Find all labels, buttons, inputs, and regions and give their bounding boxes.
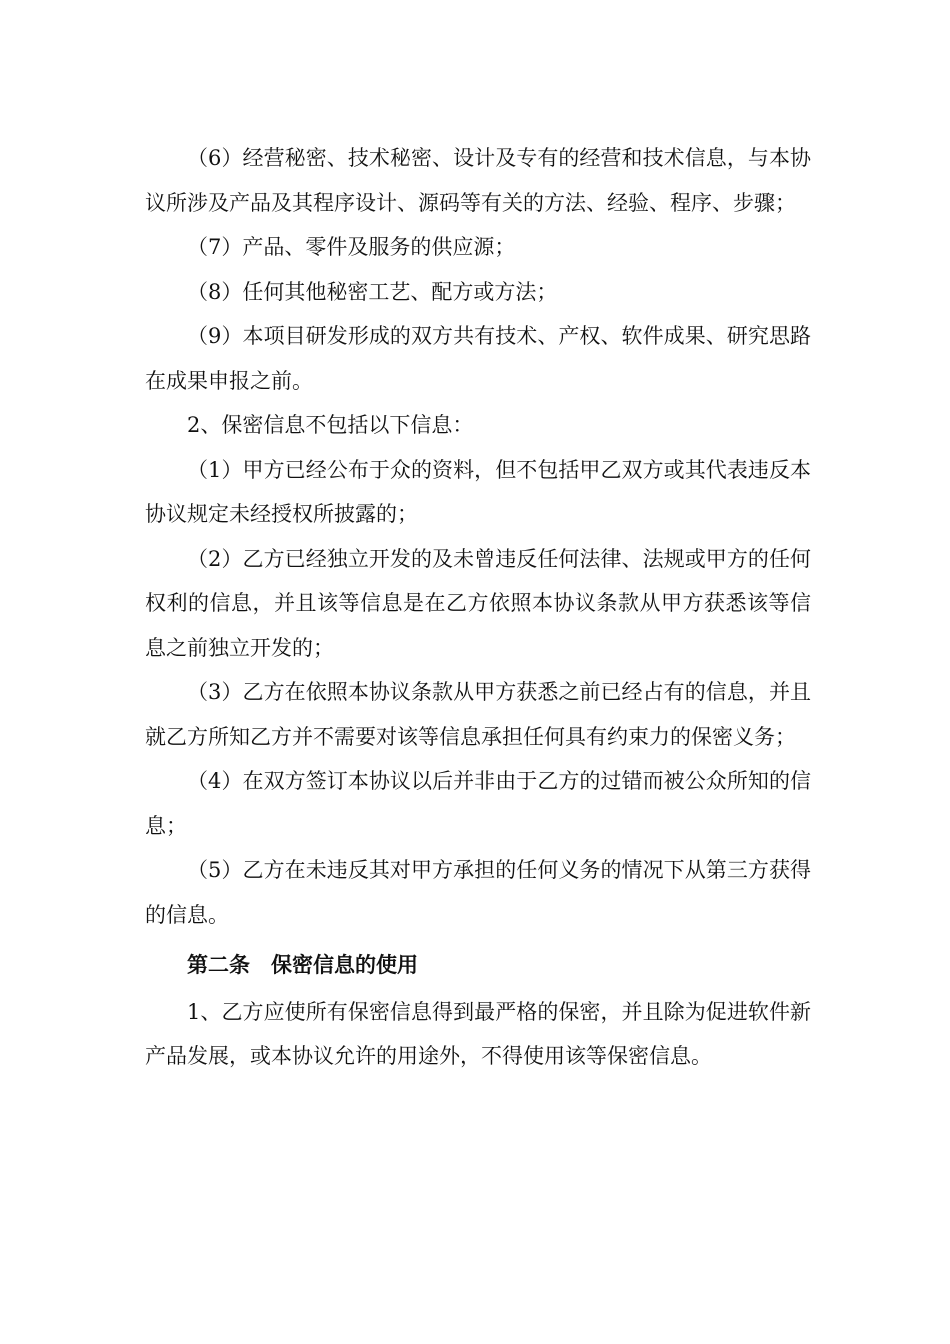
- paragraph-exclusion-3: （3）乙方在依照本协议条款从甲方获悉之前已经占有的信息，并且就乙方所知乙方并不需要对该等信息承担任何具有约束力的保密义务；: [145, 680, 811, 749]
- document-body: [145, 136, 811, 1079]
- paragraph-item-9: （9）本项目研发形成的双方共有技术、产权、软件成果、研究思路在成果申报之前。: [145, 324, 811, 393]
- paragraph-exclusion-4: （4）在双方签订本协议以后并非由于乙方的过错而被公众所知的信息；: [145, 769, 811, 838]
- paragraph-item-7: （7）产品、零件及服务的供应源；: [187, 235, 516, 259]
- section-heading: 第二条 保密信息的使用: [187, 953, 418, 977]
- paragraph-exclusion-2: （2）乙方已经独立开发的及未曾违反任何法律、法规或甲方的任何权利的信息，并且该等信息是在乙方依照本协议条款从甲方获悉该等信息之前独立开发的；: [145, 546, 811, 660]
- section-paragraph-1: 1、乙方应使所有保密信息得到最严格的保密，并且除为促进软件新产品发展，或本协议允许的用途外，不得使用该等保密信息。: [145, 999, 811, 1068]
- paragraph-exclusion-1: （1）甲方已经公布于众的资料，但不包括甲乙双方或其代表违反本协议规定未经授权所披露的；: [145, 457, 811, 526]
- paragraph-exclusion-5: （5）乙方在未违反其对甲方承担的任何义务的情况下从第三方获得的信息。: [145, 858, 811, 927]
- paragraph-item-8: （8）任何其他秘密工艺、配方或方法；: [187, 279, 558, 304]
- paragraph-item-6: （6）经营秘密、技术秘密、设计及专有的经营和技术信息，与本协议所涉及产品及其程序设计、源码等有关的方法、经验、程序、步骤；: [145, 146, 811, 215]
- paragraph-exclusions-intro: 2、保密信息不包括以下信息：: [187, 413, 474, 437]
